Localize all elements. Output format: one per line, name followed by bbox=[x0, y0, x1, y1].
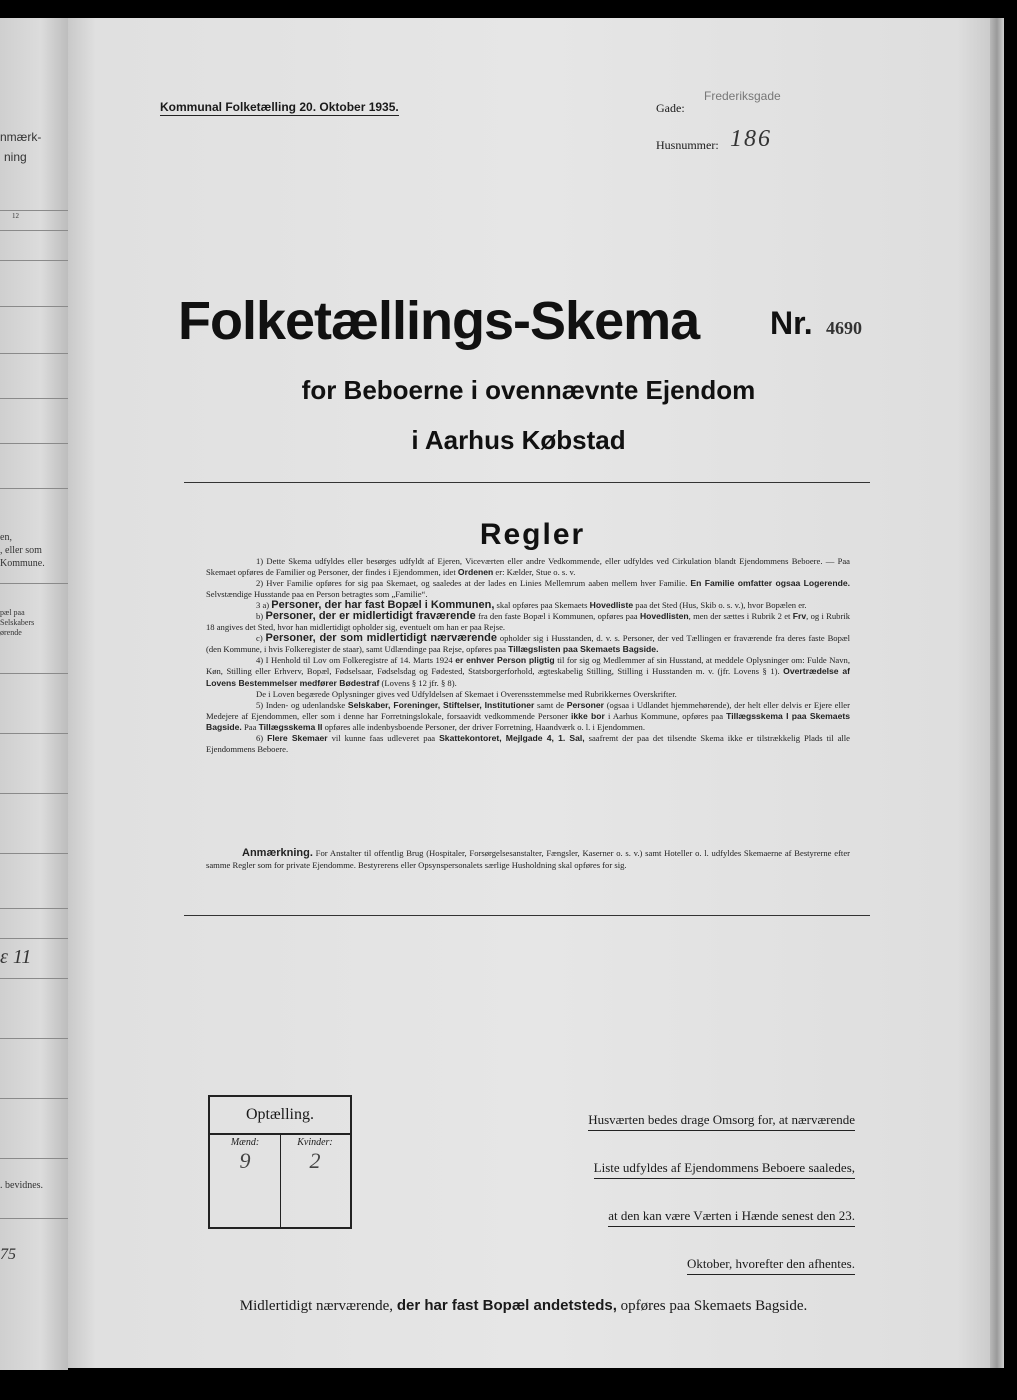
street-label: Gade: bbox=[656, 101, 685, 115]
landlord-line: Liste udfyldes af Ejendommens Beboere saaledes, bbox=[594, 1160, 855, 1179]
rule-3c: c) Personer, der som midlertidigt nærværende opholder sig i Husstanden, d. v. s. Personer, der ved Tællingen er fraværende fra deres faste Bopæl (den Kommune, i hvis Folkeregister de staar), samt Udlændinge paa Rejse, opføres paa Tillægslisten paa Skemaets Bagside. bbox=[206, 632, 851, 655]
street-value: Frederiksgade bbox=[704, 89, 781, 103]
form-subtitle-location: i Aarhus Købstad bbox=[411, 425, 626, 455]
men-label: Mænd: bbox=[230, 1137, 260, 1148]
footer-text: opføres paa Skemaets Bagside. bbox=[620, 1298, 808, 1314]
left-page-fragment: nmærk- bbox=[0, 130, 42, 144]
left-page-fragment: 12 bbox=[12, 212, 19, 220]
left-facing-page bbox=[0, 18, 68, 1370]
divider bbox=[184, 482, 870, 483]
count-box bbox=[208, 1095, 352, 1229]
women-label: Kvinder: bbox=[297, 1137, 333, 1148]
men-count: 9 bbox=[239, 1148, 251, 1173]
page-edge bbox=[990, 18, 1004, 1368]
divider bbox=[184, 915, 870, 916]
rules-body bbox=[206, 556, 850, 755]
footer-bold-text: der har fast Bopæl andetsteds, bbox=[396, 1297, 617, 1314]
remark-label: Anmærkning. bbox=[242, 847, 313, 859]
landlord-instruction bbox=[505, 1102, 855, 1294]
women-count: 2 bbox=[309, 1148, 321, 1173]
house-number-label: Husnummer: bbox=[656, 138, 719, 152]
rule-1: 1) Dette Skema udfyldes eller besørges udfyldt af Ejeren, Viceværten eller andre Vedkommende, eller udfyldes ved Cirkulation blandt Ejendommens Beboere. — Paa Skemaet opføres de Familier og Personer, der findes i Ejendommen, idet Ordenen er: Kælder, Stue o. s. v. bbox=[206, 556, 850, 578]
left-page-fragment: ε 11 bbox=[0, 946, 32, 968]
form-title: Folketællings-Skema bbox=[178, 291, 700, 351]
remark-text: For Anstalter til offentlig Brug (Hospitaler, Forsørgelsesanstalter, Fængsler, Kaserner o. s. v.) samt Hoteller o. l. udfyldes Skemaerne af Bestyrerne efter samme Regler som for private Ejendomme. Bestyrerens eller Opsynspersonalets særlige Husholdning skal opføres for sig. bbox=[206, 848, 850, 870]
form-subtitle: for Beboerne i ovennævnte Ejendom bbox=[301, 375, 756, 405]
left-page-fragment: Selskabers bbox=[0, 618, 35, 627]
left-page-fragment: en, bbox=[0, 532, 12, 543]
form-number-value: 4690 bbox=[826, 318, 862, 338]
rule-3a: 3 a) Personer, der har fast Bopæl i Kommunen, skal opføres paa Skemaets Hovedliste paa det Sted (Hus, Skib o. s. v.), hvor Bopælen er. bbox=[256, 599, 807, 612]
count-title: Optælling. bbox=[210, 1097, 350, 1135]
rule-2: 2) Hver Familie opføres for sig paa Skemaet, og saaledes at der lades en Linies Mellemrum aaben mellem hver Familie. En Familie omfatter ogsaa Logerende. Selvstændige Husstande paa en Person betragtes som „Familie“. bbox=[206, 578, 850, 600]
left-page-fragment: 75 bbox=[0, 1246, 16, 1263]
rule-5: 5) Inden- og udenlandske Selskaber, Foreninger, Stiftelser, Institutioner samt de Personer (ogsaa i Udlandet hjemmehørende), der helt eller delvis er Ejere eller Medejere af Ejendommen, eller som i denne har Forretningslokale, forsaavidt vedkommende Personer ikke bor i Aarhus Kommune, opføres paa Tillægsskema I paa Skemaets Bagside. Paa Tillægsskema II opføres alle indenbysboende Personer, der driver Forretning, Haandværk o. l. i Ejendommen. bbox=[206, 699, 850, 732]
footer-note bbox=[0, 1297, 1017, 1315]
left-page-fragment: , eller som bbox=[0, 545, 42, 556]
rule-4: 4) I Henhold til Lov om Folkeregistre af 14. Marts 1924 er enhver Person pligtig til for sig og Medlemmer af sin Husstand, at meddele Oplysninger om: Fulde Navn, Køn, Stilling eller Erhverv, Bopæl, Fødselsaar, Fødselsdag og Fødested, Statsborgerforhold, ægteskabelig Stilling, Stilling i Husstanden m. v. (jfr. Lovens § 1). Overtrædelse af Lovens Bestemmelser medfører Bødestraf (Lovens § 12 jfr. § 8). bbox=[206, 655, 850, 688]
house-number-value: 186 bbox=[730, 126, 772, 152]
rule-6: 6) Flere Skemaer vil kunne faas udleveret paa Skattekontoret, Mejlgade 4, 1. Sal, saafremt der paa det tilsendte Skema ikke er tilstrækkelig Plads til alle Ejendommens Beboere. bbox=[206, 732, 850, 754]
remark bbox=[206, 848, 850, 871]
rule-4-note: De i Loven begærede Oplysninger gives ved Udfyldelsen af Skemaet i Overensstemmelse med Rubrikkernes Overskrifter. bbox=[256, 688, 677, 699]
landlord-line: Husværten bedes drage Omsorg for, at nærværende bbox=[588, 1112, 855, 1131]
left-page-fragment: . bevidnes. bbox=[0, 1180, 44, 1191]
landlord-line: Oktober, hvorefter den afhentes. bbox=[687, 1256, 855, 1275]
form-number-label: Nr. bbox=[770, 305, 813, 341]
left-page-fragment: Kommune. bbox=[0, 558, 45, 569]
count-men bbox=[210, 1135, 281, 1227]
left-page-fragment: ørende bbox=[0, 628, 22, 637]
left-page-fragment: ning bbox=[4, 150, 27, 164]
left-page-fragment: pæl paa bbox=[0, 608, 25, 617]
rule-3b: b) Personer, der er midlertidigt fraværende fra den faste Bopæl i Kommunen, opføres paa Hovedlisten, men der sættes i Rubrik 2 et Frv, og i Rubrik 18 angives det Sted, hvor han midlertidigt opholder sig, eventuelt om han er paa Rejse. bbox=[206, 610, 851, 633]
landlord-line: at den kan være Værten i Hænde senest den 23. bbox=[608, 1208, 855, 1227]
footer-text: Midlertidigt nærværende, bbox=[239, 1298, 394, 1314]
rules-heading: Regler bbox=[479, 518, 586, 551]
census-title: Kommunal Folketælling 20. Oktober 1935. bbox=[160, 100, 399, 114]
count-women bbox=[280, 1135, 350, 1227]
